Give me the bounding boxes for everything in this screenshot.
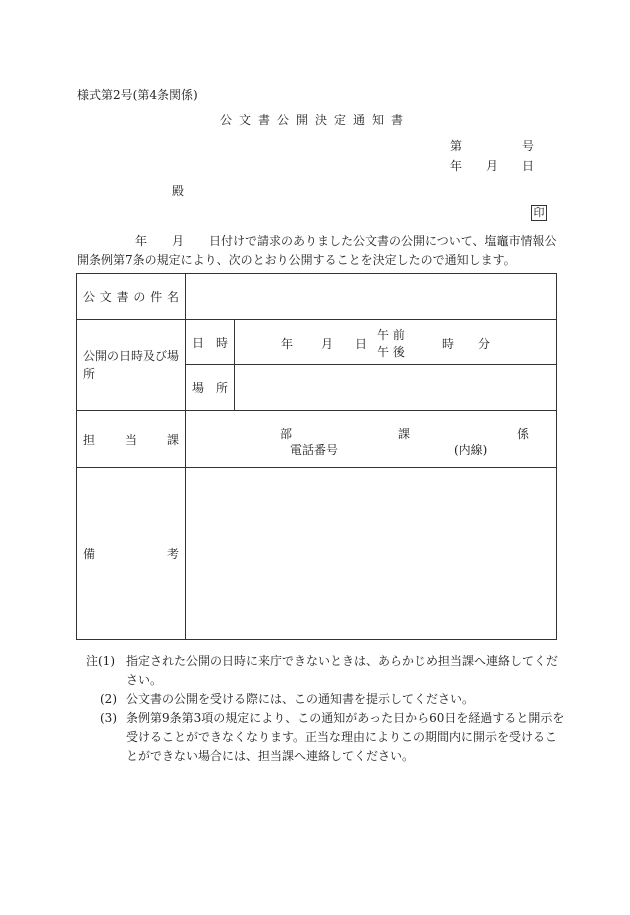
note-mark: (3) [100, 711, 117, 725]
remarks-label: 備 考 [77, 468, 186, 640]
note-mark: (2) [100, 692, 117, 706]
note-text: 条例第9条第3項の規定により、この通知があった日から60日を経過すると開示を受けることができなくなります。正当な理由によりこの期間内に開示を受けることができない場合には、担当課へ連絡してください。 [126, 711, 565, 763]
number-suffix: 号 [522, 139, 535, 153]
charge-value[interactable] [186, 411, 557, 468]
charge-extension: (内線) [454, 443, 488, 457]
addressee-suffix: 殿 [172, 184, 185, 198]
body-year: 年 [135, 234, 148, 248]
row-charge [77, 411, 557, 468]
date-day: 日 [522, 159, 535, 173]
charge-dept: 部 [280, 427, 293, 441]
note-item [86, 652, 566, 690]
note-item [86, 709, 566, 766]
datetime-label: 日 時 [186, 320, 235, 365]
doc-name-value[interactable] [186, 274, 557, 320]
remarks-value[interactable] [186, 468, 557, 640]
note-text: 公文書の公開を受ける際には、この通知書を提示してください。 [126, 692, 475, 706]
dt-year: 年 [281, 337, 294, 351]
dt-am: 午 前 [377, 328, 405, 342]
body-text: 日付けで請求のありました公文書の公開について、塩竈市情報公開条例第7条の規定により、次のとおり公開することを決定したので通知します。 [77, 234, 557, 267]
number-prefix: 第 [450, 139, 463, 153]
note-text: 指定された公開の日時に来庁できないときは、あらかじめ担当課へ連絡してください。 [126, 654, 559, 687]
date-year: 年 [450, 159, 463, 173]
datetime-value[interactable] [235, 320, 557, 365]
dt-hour: 時 [442, 337, 455, 351]
charge-unit: 係 [517, 427, 530, 441]
doc-name-label: 公 文 書 の 件 名 [77, 274, 186, 320]
notice-body [77, 232, 563, 270]
dt-pm: 午 後 [377, 345, 405, 359]
row-remarks [77, 468, 557, 640]
body-month: 月 [172, 234, 185, 248]
datetime-place-label: 公開の日時及び場所 [77, 320, 186, 411]
seal-mark: 印 [531, 205, 547, 221]
row-datetime [77, 320, 557, 365]
row-document-name [77, 274, 557, 320]
form-label: 様式第2号(第4条関係) [77, 88, 198, 102]
dt-day: 日 [355, 337, 368, 351]
place-value[interactable] [235, 365, 557, 411]
notes-section [86, 652, 566, 766]
place-label: 場 所 [186, 365, 235, 411]
page-title: 公文書公開決定通知書 [219, 113, 410, 127]
charge-phone: 電話番号 [290, 443, 339, 457]
dt-minute: 分 [478, 337, 491, 351]
dt-month: 月 [321, 337, 334, 351]
notice-table [76, 273, 557, 640]
note-mark: 注(1) [86, 654, 115, 668]
charge-section: 課 [398, 427, 411, 441]
note-item [86, 690, 566, 709]
date-month: 月 [486, 159, 499, 173]
charge-label: 担 当 課 [77, 411, 186, 468]
